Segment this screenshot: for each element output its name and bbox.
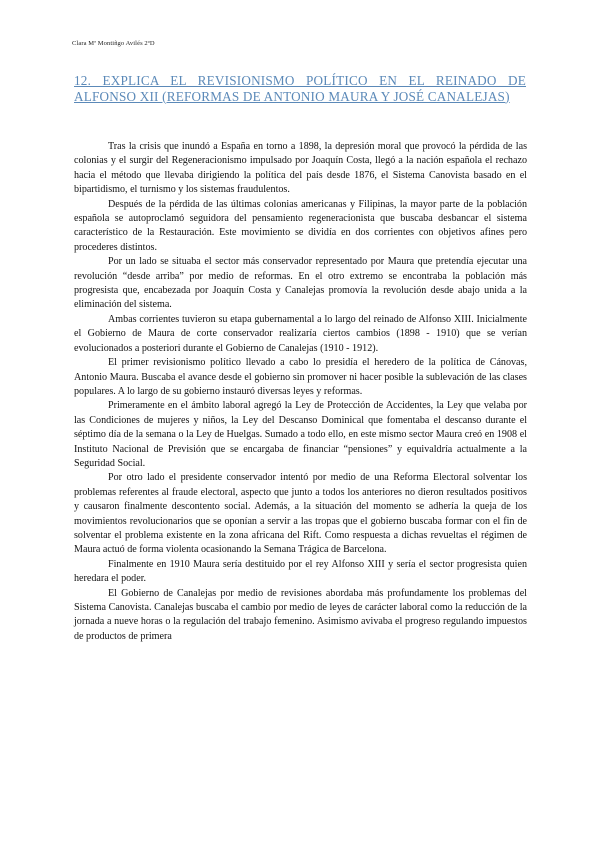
paragraph: Después de la pérdida de las últimas colonias americanas y Filipinas, la mayor parte de la población española se autoproclamó seguidora del pensamiento regeneracionista que buscaba desbancar el sistema característico de la Restauración. Este movimiento se dividía en dos corrientes con objetivos afines pero procederes distintos. <box>74 198 527 253</box>
paragraph: Ambas corrientes tuvieron su etapa gubernamental a lo largo del reinado de Alfonso XIII. Inicialmente el Gobierno de Maura de corte conservador realizaría ciertos cambios (1898 - 1910) que se verían evolucionados a posteriori durante el Gobierno de Canalejas (1910 - 1912). <box>74 313 527 354</box>
paragraph: Tras la crisis que inundó a España en torno a 1898, la depresión moral que provocó la pérdida de las colonias y el surgir del Regeneracionismo impulsado por Joaquín Costa, llegó a la nación española el rechazo hacia el método que llevaba dirigiendo la política del país desde 1876, el Sistema Canovista basado en el bipartidismo, el turnismo y los sistemas fraudulentos. <box>74 141 527 196</box>
paragraph: Primeramente en el ámbito laboral agregó la Ley de Protección de Accidentes, la Ley que velaba por las Condiciones de mujeres y niños, la Ley del Descanso Dominical que fomentaba el descanso durante el séptimo día de la semana o la Ley de Huelgas. Sumado a todo ello, en este mismo sector Maura creó en 1908 el Instituto Nacional de Previsión que se encargaba de financiar “pensiones” y equivaldría actualmente a la Seguridad Social. <box>74 400 527 469</box>
author-header: Clara Mª Montiñgo Avilés 2ºD <box>72 40 155 47</box>
paragraph: Finalmente en 1910 Maura sería destituido por el rey Alfonso XIII y sería el sector progresista quien heredara el poder. <box>74 558 527 585</box>
paragraph: El primer revisionismo político llevado a cabo lo presidía el heredero de la política de Cánovas, Antonio Maura. Buscaba el avance desde el gobierno sin promover ni hacer posible la sublevación de las clases populares. A lo largo de su gobierno instauró diversas leyes y reformas. <box>74 357 527 397</box>
paragraph: El Gobierno de Canalejas por medio de revisiones abordaba más profundamente los problemas del Sistema Canovista. Canalejas buscaba el cambio por medio de leyes de carácter laboral como la reducción de la jornada a nueve horas o la regulación del trabajo femenino. Asimismo avivaba el progreso regulando impuestos de productos de primera <box>74 587 527 642</box>
paragraph: Por un lado se situaba el sector más conservador representado por Maura que pretendía ejecutar una revolución “desde arriba” por medio de reformas. En el otro extremo se encontraba la población más progresista que, encabezada por Joaquín Costa y Canalejas promovía la revolución desde abajo unida a la eliminación del sistema. <box>74 256 527 311</box>
paragraph: Por otro lado el presidente conservador intentó por medio de una Reforma Electoral solventar los problemas referentes al fraude electoral, aspecto que junto a todos los anteriores no dieron resultados positivos y causaron finalmente descontento social. Además, a la situación del momento se adhería la queja de los movimientos revolucionarios que se oponían a servir a las tropas que el gobierno buscaba formar con el fin de solventar el problema existente en la zona africana del Rift. Como respuesta a dichas revueltas el régimen de Maura actuó de forma violenta ocasionando la Semana Trágica de Barcelona. <box>74 472 527 556</box>
page-title: 12. EXPLICA EL REVISIONISMO POLÍTICO EN EL REINADO DE ALFONSO XII (REFORMAS DE ANTONIO MAURA Y JOSÉ CANALEJAS) <box>74 73 526 104</box>
document-body <box>74 140 527 644</box>
